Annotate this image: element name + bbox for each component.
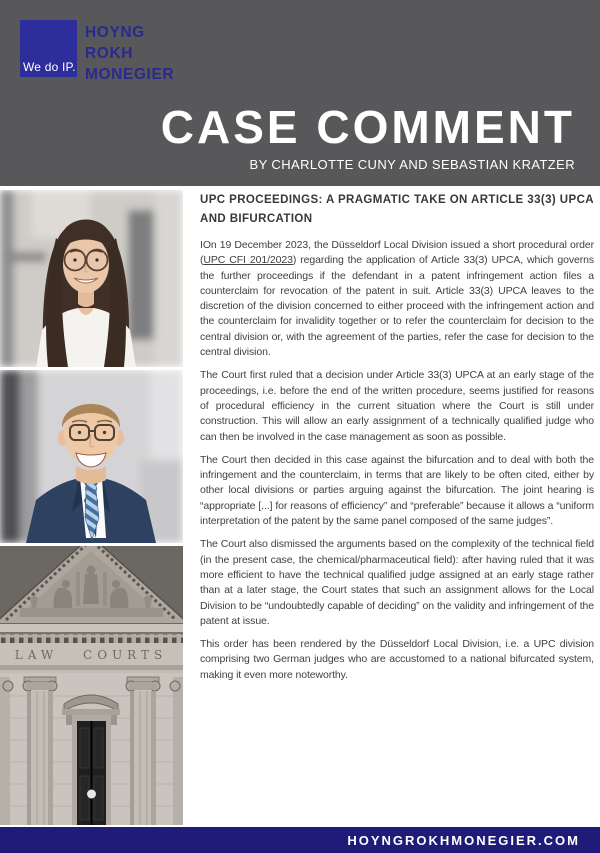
paragraph-5: This order has been rendered by the Düsseldorf Local Division, i.e. a UPC division comprising two German judges who are accustomed to a national bifurcated system, making it even more noteworthy. xyxy=(200,638,594,681)
case-comment-article xyxy=(200,191,594,691)
website-link[interactable]: HOYNGROKHMONEGIER.COM xyxy=(347,832,580,848)
portrait-photo-author-2 xyxy=(0,370,183,543)
article-heading: UPC PROCEEDINGS: A PRAGMATIC TAKE ON ARTICLE 33(3) UPCA AND BIFURCATION xyxy=(200,194,594,225)
logo-tagline: We do IP. xyxy=(23,60,76,74)
paragraph-3: The Court then decided in this case against the bifurcation and to deal with both the infringement and the counterclaim, in terms that are likely to be often cited, either by other local divisions or parties arguing against the bifurcation. The joint hearing is “appropriate [...] for reasons of efficiency” and “preferable” because it allows a “uniform interpretation of the patent by the same panel composed of the same judges”. xyxy=(200,453,594,528)
wordmark-line-3: MONEGIER xyxy=(85,66,175,83)
wordmark-line-2: ROKH xyxy=(85,45,134,62)
portrait-photo-author-1 xyxy=(0,190,183,367)
paragraph-2: The Court first ruled that a decision under Article 33(3) UPCA at an early stage of the proceedings, i.e. before the end of the written procedure, seems justified for reasons of procedural efficiency in the current situation where the Court is still under construction. This will allow an early assignment of a technically qualified judge who can then be involved in the case management as soon as possible. xyxy=(200,369,594,443)
document-title: CASE COMMENT xyxy=(160,101,575,153)
footer-bar xyxy=(0,827,600,853)
firm-wordmark xyxy=(85,22,174,85)
wordmark-line-1: HOYNG xyxy=(85,24,145,41)
law-courts-building-photo xyxy=(0,546,183,825)
paragraph-1-text: IOn 19 December 2023, the Düsseldorf Local Division issued a short procedural order ( xyxy=(200,239,594,267)
case-reference-link[interactable]: UPC CFI 201/2023 xyxy=(203,254,293,267)
paragraph-4: The Court also dismissed the arguments based on the complexity of the technical field (in the present case, the chemical/pharmaceutical field): after having ruled that it was more efficient to have the technical qualified judge assigned at an early stage rather than at a later stage, the Court states that such an assignment allows for the Local Division to be “undoubtedly capable of deciding” on the validity and infringement of the patent at issue. xyxy=(200,538,594,627)
banner-titles xyxy=(160,101,575,172)
paragraph-1 xyxy=(200,238,594,360)
logo-square xyxy=(20,20,77,77)
building-inscription: LAW COURTS xyxy=(14,648,168,662)
byline: BY CHARLOTTE CUNY AND SEBASTIAN KRATZER xyxy=(249,157,575,172)
firm-logo xyxy=(20,20,174,85)
header-banner xyxy=(0,0,600,186)
paragraph-1-text-cont: ) regarding the application of Article 33(3) UPCA, which governs the further proceedings if the defendant in a patent infringement action files a counterclaim for revocation of the patent in suit. Article 33(3) UPCA leaves to the discretion of the division concerned to either proceed with the infringement action and the counterclaim for invalidity together or to refer the counterclaim for decision to the central division or, with the agreement of the parties, refer the case for decision to the central division. xyxy=(200,254,594,359)
